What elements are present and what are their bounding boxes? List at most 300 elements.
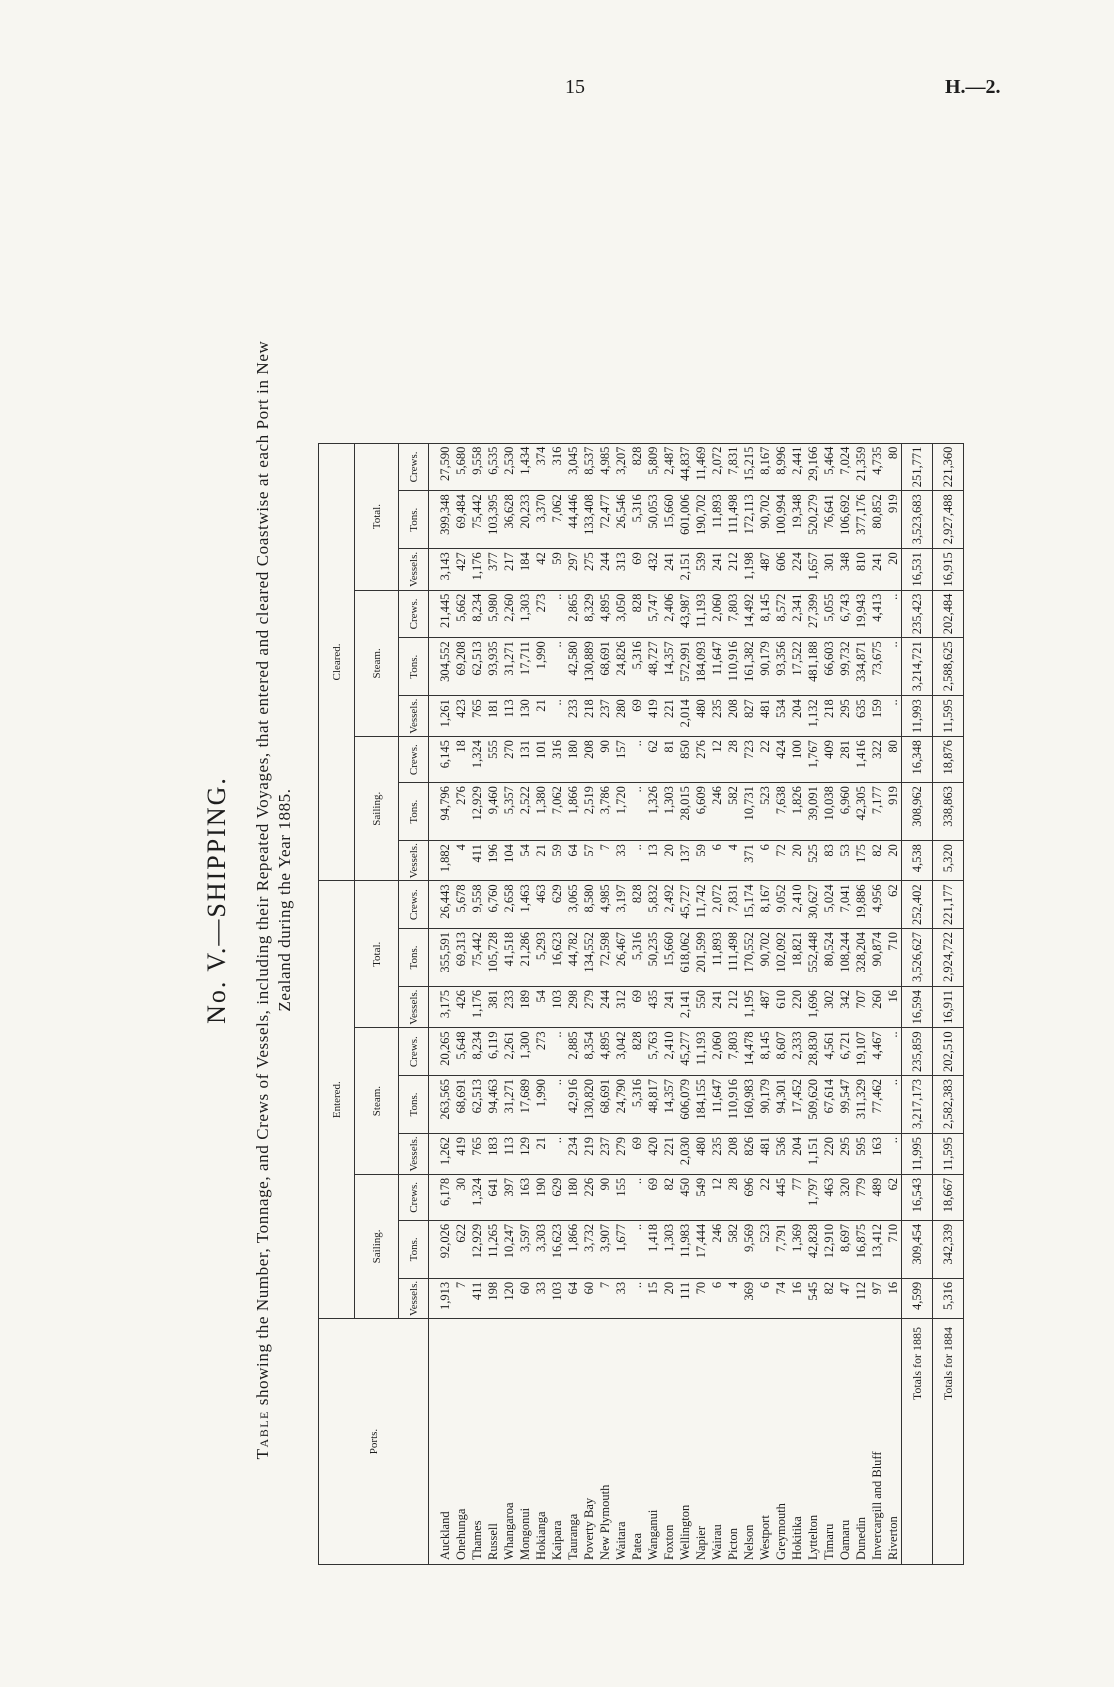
- cell-e-steam-t: ..: [549, 1075, 565, 1133]
- cell-c-steam-c: 27,399: [805, 590, 821, 638]
- cell-c-sail-c: 18: [453, 737, 469, 783]
- cell-c-tot-t: 601,006: [677, 491, 693, 549]
- cell-c-sail-t: 308,962: [902, 783, 933, 841]
- cell-c-steam-v: 1,261: [429, 696, 454, 737]
- cell-c-sail-v: 371: [741, 841, 757, 881]
- cell-c-tot-v: 432: [645, 549, 661, 590]
- cell-c-tot-c: 21,359: [853, 443, 869, 491]
- cell-e-tot-c: 30,627: [805, 881, 821, 929]
- cell-e-steam-v: 765: [469, 1133, 485, 1174]
- cell-c-tot-c: 5,809: [645, 443, 661, 491]
- cell-e-sail-v: 5,316: [933, 1278, 964, 1318]
- cell-c-steam-c: 3,050: [613, 590, 629, 638]
- cell-c-sail-t: 1,326: [645, 783, 661, 841]
- header-tons: Tons.: [399, 638, 429, 696]
- cell-c-sail-v: 72: [773, 841, 789, 881]
- cell-c-tot-c: 374: [533, 443, 549, 491]
- port-name: New Plymouth: [597, 1319, 613, 1565]
- cell-e-tot-t: 11,893: [709, 928, 725, 986]
- cell-c-sail-v: 83: [821, 841, 837, 881]
- cell-c-steam-t: 3,214,721: [902, 638, 933, 696]
- cell-c-tot-v: 301: [821, 549, 837, 590]
- cell-c-tot-v: 69: [629, 549, 645, 590]
- cell-c-sail-v: 64: [565, 841, 581, 881]
- cell-e-tot-v: 233: [501, 986, 517, 1027]
- cell-e-tot-t: 80,524: [821, 928, 837, 986]
- cell-e-steam-c: 5,648: [453, 1028, 469, 1076]
- cell-e-tot-v: 3,175: [429, 986, 454, 1027]
- cell-c-steam-t: 73,675: [869, 638, 885, 696]
- cell-c-steam-c: 235,423: [902, 590, 933, 638]
- cell-e-sail-t: 1,303: [661, 1220, 677, 1278]
- cell-c-steam-t: 572,991: [677, 638, 693, 696]
- cell-e-sail-t: 3,303: [533, 1220, 549, 1278]
- cell-c-sail-t: 1,380: [533, 783, 549, 841]
- cell-c-steam-v: 181: [485, 696, 501, 737]
- cell-c-tot-t: 520,279: [805, 491, 821, 549]
- cell-c-tot-c: 221,360: [933, 443, 964, 491]
- cell-e-tot-v: 2,141: [677, 986, 693, 1027]
- cell-c-steam-t: 17,711: [517, 638, 533, 696]
- cell-e-tot-t: 710: [885, 928, 902, 986]
- cell-e-steam-v: 208: [725, 1133, 741, 1174]
- table-row: [693, 443, 709, 1564]
- cell-c-tot-v: 313: [613, 549, 629, 590]
- cell-e-sail-c: 77: [789, 1174, 805, 1220]
- cell-c-tot-t: 75,442: [469, 491, 485, 549]
- cell-e-steam-c: 7,803: [725, 1028, 741, 1076]
- table-caption: [252, 195, 296, 1605]
- cell-e-steam-c: 1,300: [517, 1028, 533, 1076]
- table-row: [805, 443, 821, 1564]
- table-row: [469, 443, 485, 1564]
- cell-c-tot-v: 20: [885, 549, 902, 590]
- cell-e-tot-v: 550: [693, 986, 709, 1027]
- cell-c-sail-c: 6,145: [429, 737, 454, 783]
- cell-c-steam-t: 334,871: [853, 638, 869, 696]
- cell-c-steam-v: 11,993: [902, 696, 933, 737]
- cell-e-tot-v: 1,696: [805, 986, 821, 1027]
- cell-e-steam-t: 17,452: [789, 1075, 805, 1133]
- cell-e-tot-v: 260: [869, 986, 885, 1027]
- cell-c-tot-t: 76,641: [821, 491, 837, 549]
- cell-c-tot-c: 11,469: [693, 443, 709, 491]
- cell-c-steam-v: 827: [741, 696, 757, 737]
- header-crews: Crews.: [399, 443, 429, 491]
- cell-c-steam-v: 11,595: [933, 696, 964, 737]
- cell-c-steam-v: 423: [453, 696, 469, 737]
- cell-e-sail-t: ..: [629, 1220, 645, 1278]
- cell-e-steam-c: 6,119: [485, 1028, 501, 1076]
- cell-c-steam-t: 11,647: [709, 638, 725, 696]
- cell-c-steam-t: 99,732: [837, 638, 853, 696]
- cell-e-sail-c: 397: [501, 1174, 517, 1220]
- cell-c-steam-v: 159: [869, 696, 885, 737]
- cell-c-sail-c: 131: [517, 737, 533, 783]
- cell-e-tot-c: 8,580: [581, 881, 597, 929]
- port-name: Dunedin: [853, 1319, 869, 1565]
- cell-c-sail-v: 1,882: [429, 841, 454, 881]
- port-name: Foxton: [661, 1319, 677, 1565]
- cell-e-tot-c: 4,956: [869, 881, 885, 929]
- cell-c-steam-t: 93,935: [485, 638, 501, 696]
- cell-c-sail-c: 208: [581, 737, 597, 783]
- cell-c-tot-c: 316: [549, 443, 565, 491]
- table-row: [869, 443, 885, 1564]
- cell-e-tot-v: 707: [853, 986, 869, 1027]
- cell-c-steam-v: 221: [661, 696, 677, 737]
- shipping-table: [318, 443, 964, 1565]
- cell-c-sail-t: 2,519: [581, 783, 597, 841]
- cell-e-tot-v: 220: [789, 986, 805, 1027]
- cell-c-sail-c: 409: [821, 737, 837, 783]
- header-tons: Tons.: [399, 1220, 429, 1278]
- cell-c-tot-v: 539: [693, 549, 709, 590]
- cell-c-tot-c: 7,024: [837, 443, 853, 491]
- cell-c-sail-t: 5,357: [501, 783, 517, 841]
- port-name: Napier: [693, 1319, 709, 1565]
- cell-e-sail-c: 463: [821, 1174, 837, 1220]
- cell-e-tot-c: 828: [629, 881, 645, 929]
- cell-e-tot-c: 11,742: [693, 881, 709, 929]
- cell-c-sail-v: 7: [597, 841, 613, 881]
- cell-e-tot-t: 16,623: [549, 928, 565, 986]
- table-row: [789, 443, 805, 1564]
- cell-c-tot-t: 20,233: [517, 491, 533, 549]
- cell-e-sail-t: 42,828: [805, 1220, 821, 1278]
- cell-c-tot-v: 241: [709, 549, 725, 590]
- cell-c-tot-v: 275: [581, 549, 597, 590]
- cell-c-tot-c: 27,590: [429, 443, 454, 491]
- cell-e-steam-v: 536: [773, 1133, 789, 1174]
- cell-e-steam-c: 4,895: [597, 1028, 613, 1076]
- cell-e-tot-c: 3,197: [613, 881, 629, 929]
- cell-c-sail-v: 20: [661, 841, 677, 881]
- cell-c-sail-t: 1,720: [613, 783, 629, 841]
- cell-e-tot-t: 102,092: [773, 928, 789, 986]
- cell-c-sail-t: 7,062: [549, 783, 565, 841]
- cell-c-sail-t: 582: [725, 783, 741, 841]
- cell-c-tot-t: 106,692: [837, 491, 853, 549]
- cell-c-sail-v: 4: [725, 841, 741, 881]
- cell-c-steam-c: 8,572: [773, 590, 789, 638]
- cell-e-sail-t: 8,697: [837, 1220, 853, 1278]
- cell-e-tot-t: 26,467: [613, 928, 629, 986]
- cell-e-tot-c: 8,167: [757, 881, 773, 929]
- cell-e-sail-v: 82: [821, 1278, 837, 1318]
- port-name: Poverty Bay: [581, 1319, 597, 1565]
- cell-e-steam-t: 62,513: [469, 1075, 485, 1133]
- cell-e-steam-t: 110,916: [725, 1075, 741, 1133]
- cell-e-sail-t: 3,732: [581, 1220, 597, 1278]
- table-row: [757, 443, 773, 1564]
- cell-e-sail-c: 163: [517, 1174, 533, 1220]
- cell-c-tot-c: 2,487: [661, 443, 677, 491]
- cell-e-sail-c: 1,324: [469, 1174, 485, 1220]
- port-name: Wellington: [677, 1319, 693, 1565]
- cell-e-steam-v: 221: [661, 1133, 677, 1174]
- cell-e-sail-v: 1,913: [429, 1278, 454, 1318]
- cell-c-tot-t: 172,113: [741, 491, 757, 549]
- cell-c-steam-c: 4,895: [597, 590, 613, 638]
- cell-c-tot-t: 26,546: [613, 491, 629, 549]
- cell-c-sail-c: 1,767: [805, 737, 821, 783]
- cell-c-tot-c: 1,434: [517, 443, 533, 491]
- table-row: [485, 443, 501, 1564]
- cell-e-sail-v: 74: [773, 1278, 789, 1318]
- cell-e-tot-c: 45,727: [677, 881, 693, 929]
- cell-e-tot-t: 2,924,722: [933, 928, 964, 986]
- cell-e-sail-t: 342,339: [933, 1220, 964, 1278]
- cell-e-sail-t: 12,929: [469, 1220, 485, 1278]
- cell-e-tot-c: 2,492: [661, 881, 677, 929]
- port-name: Mongonui: [517, 1319, 533, 1565]
- cell-c-steam-t: 130,889: [581, 638, 597, 696]
- table-row: [565, 443, 581, 1564]
- cell-c-tot-t: 44,446: [565, 491, 581, 549]
- totals-row: [933, 443, 964, 1564]
- cell-c-sail-c: 157: [613, 737, 629, 783]
- table-row: [613, 443, 629, 1564]
- cell-e-sail-t: 710: [885, 1220, 902, 1278]
- header-cleared: Cleared.: [319, 443, 355, 881]
- table-caption-line1: showing the Number, Tonnage, and Crews of Vessels, including their Repeated Voyages, that entered and cleared Coastwise at each Port in New: [253, 340, 272, 1406]
- port-name: Totals for 1884: [933, 1319, 964, 1565]
- cell-e-sail-c: 12: [709, 1174, 725, 1220]
- cell-e-tot-c: 5,024: [821, 881, 837, 929]
- cell-e-steam-t: 68,691: [453, 1075, 469, 1133]
- cell-e-sail-c: 155: [613, 1174, 629, 1220]
- cell-c-steam-t: 42,580: [565, 638, 581, 696]
- cell-e-tot-t: 618,062: [677, 928, 693, 986]
- cell-c-sail-v: 5,320: [933, 841, 964, 881]
- cell-e-sail-t: 1,677: [613, 1220, 629, 1278]
- cell-e-sail-t: 3,907: [597, 1220, 613, 1278]
- cell-c-steam-v: 233: [565, 696, 581, 737]
- cell-c-tot-t: 103,395: [485, 491, 501, 549]
- cell-e-steam-t: 311,329: [853, 1075, 869, 1133]
- cell-e-tot-c: 2,658: [501, 881, 517, 929]
- cell-e-steam-c: 4,467: [869, 1028, 885, 1076]
- cell-c-steam-t: 62,513: [469, 638, 485, 696]
- cell-e-steam-v: 163: [869, 1133, 885, 1174]
- table-row: [501, 443, 517, 1564]
- cell-e-steam-t: 67,614: [821, 1075, 837, 1133]
- cell-c-tot-c: 9,558: [469, 443, 485, 491]
- cell-c-tot-v: 1,176: [469, 549, 485, 590]
- cell-e-steam-c: 2,261: [501, 1028, 517, 1076]
- table-row: [661, 443, 677, 1564]
- cell-e-steam-t: 3,217,173: [902, 1075, 933, 1133]
- cell-c-sail-t: 338,863: [933, 783, 964, 841]
- header-crews: Crews.: [399, 1028, 429, 1076]
- cell-c-tot-v: 1,657: [805, 549, 821, 590]
- port-name: Lyttelton: [805, 1319, 821, 1565]
- cell-c-sail-v: 82: [869, 841, 885, 881]
- cell-c-sail-t: 6,960: [837, 783, 853, 841]
- table-row: [453, 443, 469, 1564]
- cell-e-tot-t: 18,821: [789, 928, 805, 986]
- cell-e-sail-c: 22: [757, 1174, 773, 1220]
- table-row: [773, 443, 789, 1564]
- cell-e-steam-v: 295: [837, 1133, 853, 1174]
- cell-e-sail-v: 60: [517, 1278, 533, 1318]
- cell-c-sail-t: 1,826: [789, 783, 805, 841]
- header-tons: Tons.: [399, 928, 429, 986]
- cell-c-tot-v: 810: [853, 549, 869, 590]
- cell-c-sail-t: 919: [885, 783, 902, 841]
- cell-c-sail-t: 7,638: [773, 783, 789, 841]
- cell-c-tot-t: 919: [885, 491, 902, 549]
- cell-e-tot-t: 108,244: [837, 928, 853, 986]
- cell-e-steam-t: 14,357: [661, 1075, 677, 1133]
- cell-c-sail-c: 276: [693, 737, 709, 783]
- cell-e-tot-v: 312: [613, 986, 629, 1027]
- cell-e-sail-c: 445: [773, 1174, 789, 1220]
- cell-c-sail-c: 322: [869, 737, 885, 783]
- cell-c-tot-t: 90,702: [757, 491, 773, 549]
- table-row: [629, 443, 645, 1564]
- cell-c-tot-t: 3,370: [533, 491, 549, 549]
- cell-c-steam-t: 48,727: [645, 638, 661, 696]
- cell-c-sail-c: 1,324: [469, 737, 485, 783]
- cell-e-tot-c: 9,052: [773, 881, 789, 929]
- page-number: 15: [565, 76, 585, 98]
- cell-e-steam-t: 94,463: [485, 1075, 501, 1133]
- cell-e-tot-v: 1,195: [741, 986, 757, 1027]
- cell-c-steam-v: 1,132: [805, 696, 821, 737]
- cell-e-tot-v: 189: [517, 986, 533, 1027]
- cell-c-tot-v: 16,531: [902, 549, 933, 590]
- cell-c-sail-t: 6,609: [693, 783, 709, 841]
- cell-c-tot-c: 29,166: [805, 443, 821, 491]
- cell-e-sail-v: 33: [533, 1278, 549, 1318]
- cell-c-steam-v: 113: [501, 696, 517, 737]
- cell-e-tot-c: 221,177: [933, 881, 964, 929]
- cell-c-tot-t: 399,348: [429, 491, 454, 549]
- cell-c-sail-v: ..: [629, 841, 645, 881]
- cell-e-sail-t: 13,412: [869, 1220, 885, 1278]
- cell-e-tot-v: 241: [661, 986, 677, 1027]
- cell-c-sail-c: ..: [629, 737, 645, 783]
- cell-e-tot-c: 26,443: [429, 881, 454, 929]
- cell-e-steam-t: 99,547: [837, 1075, 853, 1133]
- cell-e-sail-v: 111: [677, 1278, 693, 1318]
- header-tons: Tons.: [399, 1075, 429, 1133]
- cell-e-tot-v: 381: [485, 986, 501, 1027]
- port-name: Riverton: [885, 1319, 902, 1565]
- cell-c-steam-c: 273: [533, 590, 549, 638]
- cell-e-steam-t: 31,271: [501, 1075, 517, 1133]
- cell-e-steam-t: ..: [885, 1075, 902, 1133]
- cell-c-sail-v: 59: [549, 841, 565, 881]
- cell-e-steam-v: 219: [581, 1133, 597, 1174]
- cell-e-sail-c: 190: [533, 1174, 549, 1220]
- cell-c-tot-t: 72,477: [597, 491, 613, 549]
- cell-c-sail-t: 94,796: [429, 783, 454, 841]
- cell-c-tot-t: 80,852: [869, 491, 885, 549]
- cell-e-steam-c: 19,107: [853, 1028, 869, 1076]
- cell-e-sail-t: 12,910: [821, 1220, 837, 1278]
- cell-e-steam-v: 113: [501, 1133, 517, 1174]
- cell-c-tot-c: 4,985: [597, 443, 613, 491]
- header-ports: Ports.: [319, 1319, 429, 1565]
- cell-c-tot-v: 59: [549, 549, 565, 590]
- cell-c-tot-t: 5,316: [629, 491, 645, 549]
- cell-c-tot-c: 2,441: [789, 443, 805, 491]
- port-name: Waitara: [613, 1319, 629, 1565]
- cell-e-steam-t: 160,983: [741, 1075, 757, 1133]
- cell-e-tot-c: 629: [549, 881, 565, 929]
- cell-e-tot-v: 16,594: [902, 986, 933, 1027]
- header-vessels: Vessels.: [399, 1133, 429, 1174]
- cell-c-sail-c: 100: [789, 737, 805, 783]
- cell-c-sail-t: 9,460: [485, 783, 501, 841]
- cell-e-sail-t: 1,418: [645, 1220, 661, 1278]
- cell-e-sail-c: 16,543: [902, 1174, 933, 1220]
- cell-e-steam-c: 2,410: [661, 1028, 677, 1076]
- cell-c-steam-v: 208: [725, 696, 741, 737]
- cell-e-steam-t: 184,155: [693, 1075, 709, 1133]
- cell-e-steam-c: 20,265: [429, 1028, 454, 1076]
- cell-e-steam-c: 4,561: [821, 1028, 837, 1076]
- cell-e-sail-t: 309,454: [902, 1220, 933, 1278]
- cell-c-sail-c: 81: [661, 737, 677, 783]
- cell-e-sail-c: 28: [725, 1174, 741, 1220]
- cell-c-steam-t: 68,691: [597, 638, 613, 696]
- cell-c-sail-c: 850: [677, 737, 693, 783]
- cell-c-sail-c: 180: [565, 737, 581, 783]
- cell-e-sail-c: 62: [885, 1174, 902, 1220]
- cell-c-steam-c: 14,492: [741, 590, 757, 638]
- cell-c-sail-c: 281: [837, 737, 853, 783]
- port-name: Onehunga: [453, 1319, 469, 1565]
- totals-row: [902, 443, 933, 1564]
- cell-e-steam-t: 509,620: [805, 1075, 821, 1133]
- cell-c-tot-c: 828: [629, 443, 645, 491]
- cell-c-steam-c: 2,341: [789, 590, 805, 638]
- port-name: Russell: [485, 1319, 501, 1565]
- cell-c-sail-c: 270: [501, 737, 517, 783]
- cell-e-steam-v: 11,595: [933, 1133, 964, 1174]
- cell-e-steam-v: ..: [549, 1133, 565, 1174]
- cell-e-tot-c: 7,041: [837, 881, 853, 929]
- cell-e-tot-t: 15,660: [661, 928, 677, 986]
- cell-c-sail-v: 13: [645, 841, 661, 881]
- cell-c-sail-c: 101: [533, 737, 549, 783]
- cell-c-sail-v: 6: [709, 841, 725, 881]
- cell-c-sail-v: 4: [453, 841, 469, 881]
- header-tons: Tons.: [399, 491, 429, 549]
- cell-c-sail-t: 3,786: [597, 783, 613, 841]
- cell-e-sail-v: 6: [757, 1278, 773, 1318]
- table-row: [885, 443, 902, 1564]
- cell-c-tot-v: 348: [837, 549, 853, 590]
- cell-c-tot-t: 50,053: [645, 491, 661, 549]
- cell-e-sail-v: 411: [469, 1278, 485, 1318]
- cell-e-tot-v: 69: [629, 986, 645, 1027]
- cell-c-steam-c: 7,803: [725, 590, 741, 638]
- cell-e-sail-v: 47: [837, 1278, 853, 1318]
- table-row: [709, 443, 725, 1564]
- cell-c-sail-v: 525: [805, 841, 821, 881]
- cell-e-sail-c: 629: [549, 1174, 565, 1220]
- cell-e-tot-t: 134,552: [581, 928, 597, 986]
- cell-e-sail-v: 33: [613, 1278, 629, 1318]
- cell-e-sail-c: 180: [565, 1174, 581, 1220]
- cell-c-steam-c: 828: [629, 590, 645, 638]
- cell-c-sail-v: 175: [853, 841, 869, 881]
